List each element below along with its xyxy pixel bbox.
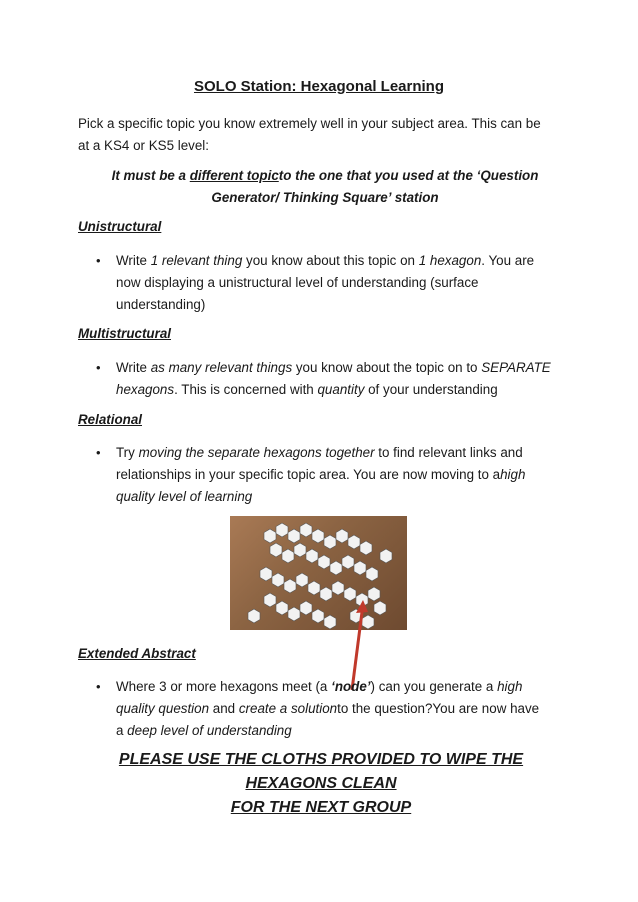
text-run-italic: as many relevant things	[150, 360, 293, 375]
text-run: you know about this topic on	[242, 253, 419, 268]
text-run-italic: 1 relevant thing	[150, 253, 243, 268]
text-run: ) can you generate a	[370, 679, 498, 694]
text-run-italic: quality level of learning	[116, 489, 253, 504]
warning-underlined: different topic	[189, 168, 279, 183]
text-run: . You are	[481, 253, 535, 268]
text-run: Where 3 or more hexagons meet (a	[116, 679, 332, 694]
text-run: Write	[116, 253, 151, 268]
bullet-dot: •	[96, 445, 101, 460]
text-run-italic: moving the separate hexagons together	[138, 445, 375, 460]
intro-line-2: at a KS4 or KS5 level:	[78, 138, 210, 153]
text-run-italic: quantity	[317, 382, 365, 397]
text-run-italic: hexagons	[116, 382, 175, 397]
text-run: Try	[116, 445, 139, 460]
heading-multistructural: Multistructural	[78, 326, 171, 341]
text-run: to the question?You are now have	[337, 701, 540, 716]
text-run-italic: 1 hexagon	[418, 253, 482, 268]
footer-line-1: PLEASE USE THE CLOTHS PROVIDED TO WIPE THE HEXAGONS CLEAN	[118, 751, 524, 792]
text-run-italic: SEPARATE	[481, 360, 551, 375]
heading-unistructural: Unistructural	[78, 219, 162, 234]
text-run-bold-italic: ‘node’	[331, 679, 371, 694]
footer-instruction	[78, 748, 564, 820]
bullet-dot: •	[96, 679, 101, 694]
warning-line-2: Generator/ Thinking Square’ station	[211, 190, 439, 205]
bullet-dot: •	[96, 253, 101, 268]
heading-extended-abstract: Extended Abstract	[78, 646, 196, 661]
text-run: relationships in your specific topic area. You are now moving to a	[116, 467, 501, 482]
text-run: . This is concerned with	[174, 382, 318, 397]
text-line: understanding)	[116, 297, 206, 312]
text-run: and	[209, 701, 239, 716]
text-run: of your understanding	[364, 382, 498, 397]
text-run-italic: quality question	[116, 701, 210, 716]
warning-pre: It must be a	[111, 168, 190, 183]
text-run: Write	[116, 360, 151, 375]
text-run-italic: deep level of understanding	[127, 723, 292, 738]
text-run-italic: high	[500, 467, 526, 482]
text-run: to find relevant links and	[374, 445, 523, 460]
text-run: you know about the topic on to	[292, 360, 482, 375]
bullet-dot: •	[96, 360, 101, 375]
page-title: SOLO Station: Hexagonal Learning	[193, 78, 445, 95]
intro-line-1: Pick a specific topic you know extremely well in your subject area. This can be	[78, 116, 541, 131]
text-run-italic: high	[497, 679, 523, 694]
text-line: now displaying a unistructural level of understanding (surface	[116, 275, 479, 290]
heading-relational: Relational	[78, 412, 142, 427]
footer-line-2: FOR THE NEXT GROUP	[230, 799, 412, 816]
text-run-italic: create a solution	[238, 701, 338, 716]
text-run: a	[116, 723, 128, 738]
warning-post: to the one that you used at the ‘Question	[278, 168, 539, 183]
